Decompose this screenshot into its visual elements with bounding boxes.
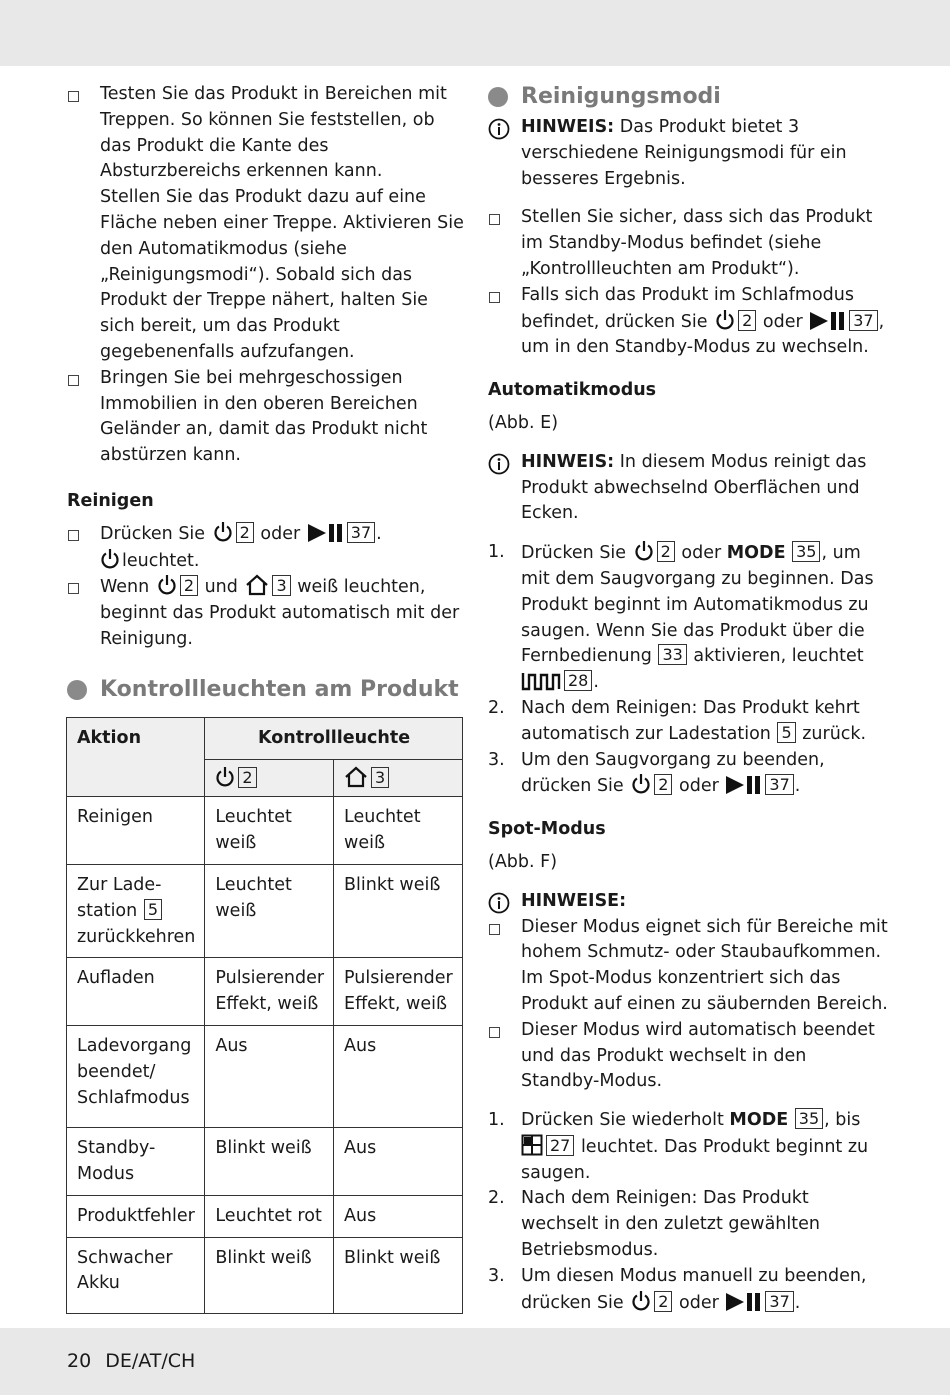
table-cell: Aus — [334, 1025, 463, 1127]
checkbox-bullet-icon — [489, 292, 500, 303]
page-number: 20 — [67, 1350, 92, 1372]
indicator-table — [66, 717, 463, 1315]
home-icon — [344, 766, 368, 788]
list-item — [67, 82, 465, 366]
page-footer — [67, 1350, 209, 1372]
table-cell-aktion: Produktfehler — [67, 1195, 205, 1237]
table-cell: Aus — [334, 1195, 463, 1237]
info-icon — [488, 892, 510, 914]
table-header-row — [67, 717, 463, 759]
table-cell: Leuchtet rot — [205, 1195, 334, 1237]
reference-number: 3 — [371, 767, 389, 788]
table-row — [67, 797, 463, 865]
figure-reference: (Abb. E) — [488, 412, 559, 433]
section-heading-kontrollleuchten: Kontrollleuchten am Produkt — [67, 675, 465, 705]
left-column — [67, 82, 465, 1314]
checkbox-bullet-icon — [489, 1027, 500, 1038]
note: HINWEIS: Das Produkt bietet 3 verschiedene Reinigungsmodi für ein besseres Ergebnis. — [488, 115, 888, 192]
table-cell-aktion: Ladevorgang beendet/ Schlafmodus — [67, 1025, 205, 1127]
reference-number: 2 — [236, 522, 254, 543]
reference-number: 37 — [849, 310, 877, 331]
table-row — [67, 864, 463, 957]
reference-number: 2 — [654, 1291, 672, 1312]
reference-number: 37 — [347, 522, 375, 543]
table-cell: Blinkt weiß — [205, 1237, 334, 1314]
reference-number: 2 — [657, 541, 675, 562]
list-item: Falls sich das Produkt im Schlafmodus befindet, drücken Sie 2 oder 37 , um in den Standby-Modus zu wechseln. — [488, 283, 888, 361]
locale-label: DE/AT/CH — [105, 1350, 196, 1372]
table-cell-aktion: Schwacher Akku — [67, 1237, 205, 1314]
checkbox-bullet-icon — [489, 924, 500, 935]
table-cell: Blinkt weiß — [334, 1237, 463, 1314]
list-item: Stellen Sie sicher, dass sich das Produkt im Standby-Modus befindet (siehe „Kontrollleuchten am Produkt“). — [488, 205, 888, 282]
note: HINWEISE: — [488, 889, 888, 915]
table-header-kontrollleuchte: Kontrollleuchte — [205, 717, 462, 759]
list-item — [67, 366, 465, 469]
info-icon — [488, 453, 510, 475]
right-column — [488, 82, 888, 1316]
play-pause-icon — [726, 775, 762, 795]
numbered-step: 1. Drücken Sie 2 oder MODE 35 , um mit dem Saugvorgang zu beginnen. Das Produkt beginnt im Automatikmodus zu saugen. Wenn Sie das Produkt über die Fernbedienung 33 aktivieren, leuchtet 28 . — [488, 542, 874, 693]
bullet-text: Stellen Sie das Produkt dazu auf eine Fläche neben einer Treppe. Aktivieren Sie den Automatikmodus (siehe „Reinigungsmodi“). Sobald sich das Produkt der Treppe nähert, halten Sie sich bereit, um das Produkt gegebenenfalls aufzufangen. — [100, 187, 464, 362]
table-icon-cell — [334, 759, 463, 797]
info-icon — [488, 118, 510, 140]
table-row — [67, 1195, 463, 1237]
checkbox-bullet-icon — [68, 530, 79, 541]
reference-number: 2 — [654, 774, 672, 795]
section-heading-spot-modus: Spot-Modus — [488, 819, 606, 840]
mode-label: MODE — [726, 543, 786, 564]
table-cell: Aus — [334, 1128, 463, 1196]
table-row — [67, 1237, 463, 1314]
header-band — [0, 0, 950, 66]
power-icon — [100, 548, 120, 570]
checkbox-bullet-icon — [489, 214, 500, 225]
list-item: Dieser Modus wird automatisch beendet und das Produkt wechselt in den Standby-Modus. — [488, 1018, 888, 1095]
spot-mode-icon — [521, 1134, 543, 1156]
table-cell-aktion: Aufladen — [67, 958, 205, 1026]
reference-number: 28 — [564, 670, 592, 691]
reference-number: 5 — [144, 899, 162, 920]
section-heading-automatikmodus: Automatikmodus — [488, 380, 657, 401]
reference-number: 3 — [272, 575, 290, 596]
table-cell-aktion: Zur Lade-station 5 zurückkehren — [67, 864, 205, 957]
table-header-aktion: Aktion — [67, 717, 205, 797]
checkbox-bullet-icon — [68, 91, 79, 102]
reference-number: 35 — [795, 1108, 823, 1129]
list-item: Dieser Modus eignet sich für Bereiche mit hohem Schmutz- oder Staubaufkommen. Im Spot-Modus konzentriert sich das Produkt auf einen zu säubernden Bereich. — [488, 915, 888, 1018]
heading-bullet — [488, 87, 508, 107]
section-heading-reinigungsmodi: Reinigungsmodi — [488, 82, 888, 112]
table-cell-aktion: Standby-Modus — [67, 1128, 205, 1196]
table-cell: Leuchtet weiß — [205, 864, 334, 957]
reference-number: 35 — [792, 541, 820, 562]
mode-label: MODE — [729, 1110, 789, 1131]
numbered-step: 3. Um diesen Modus manuell zu beenden, drücken Sie 2 oder 37 . — [488, 1265, 867, 1313]
table-row — [67, 1128, 463, 1196]
table-cell: Leuchtet weiß — [205, 797, 334, 865]
play-pause-icon — [810, 311, 846, 331]
table-cell: Leuchtet weiß — [334, 797, 463, 865]
numbered-step: 1. Drücken Sie wiederholt MODE 35 , bis 27 leuchtet. Das Produkt beginnt zu saugen. — [488, 1109, 869, 1183]
table-cell: Pulsierender Effekt, weiß — [334, 958, 463, 1026]
reference-number: 5 — [777, 722, 795, 743]
note: HINWEIS: In diesem Modus reinigt das Produkt abwechselnd Oberflächen und Ecken. — [488, 450, 888, 527]
power-icon — [157, 574, 177, 596]
table-icon-cell — [205, 759, 334, 797]
power-icon — [213, 521, 233, 543]
checkbox-bullet-icon — [68, 375, 79, 386]
auto-mode-icon — [521, 671, 561, 691]
play-pause-icon — [308, 523, 344, 543]
table-cell: Blinkt weiß — [205, 1128, 334, 1196]
table-cell: Aus — [205, 1025, 334, 1127]
reference-number: 27 — [546, 1135, 574, 1156]
table-row — [67, 958, 463, 1026]
numbered-step: 2. Nach dem Reinigen: Das Produkt wechselt in den zuletzt gewählten Betriebsmodus. — [488, 1188, 820, 1261]
list-item: Wenn 2 und 3 weiß leuchten, beginnt das Produkt automatisch mit der Reinigung. — [67, 574, 465, 652]
power-icon — [715, 309, 735, 331]
reference-number: 37 — [765, 1291, 793, 1312]
table-cell-aktion: Reinigen — [67, 797, 205, 865]
bullet-text: Bringen Sie bei mehrgeschossigen Immobilien in den oberen Bereichen Geländer an, damit das Produkt nicht abstürzen kann. — [100, 367, 428, 466]
reference-number: 2 — [180, 575, 198, 596]
heading-bullet — [67, 680, 87, 700]
table-cell: Blinkt weiß — [334, 864, 463, 957]
reference-number: 33 — [658, 644, 686, 665]
table-row — [67, 1025, 463, 1127]
section-heading-reinigen: Reinigen — [67, 490, 154, 511]
home-icon — [245, 574, 269, 596]
list-item: Drücken Sie 2 oder 37 . leuchtet. — [67, 521, 465, 575]
power-icon — [215, 766, 235, 788]
figure-reference: (Abb. F) — [488, 851, 558, 872]
power-icon — [634, 540, 654, 562]
reference-number: 2 — [738, 310, 756, 331]
power-icon — [631, 773, 651, 795]
table-cell: Pulsierender Effekt, weiß — [205, 958, 334, 1026]
numbered-step: 3. Um den Saugvorgang zu beenden, drücken Sie 2 oder 37 . — [488, 749, 825, 797]
play-pause-icon — [726, 1292, 762, 1312]
checkbox-bullet-icon — [68, 583, 79, 594]
numbered-step: 2. Nach dem Reinigen: Das Produkt kehrt automatisch zur Ladestation 5 zurück. — [488, 697, 867, 744]
bullet-text: Testen Sie das Produkt in Bereichen mit Treppen. So können Sie feststellen, ob das Produkt die Kante des Absturzbereichs erkennen kann. — [100, 84, 447, 182]
reference-number: 37 — [765, 774, 793, 795]
power-icon — [631, 1290, 651, 1312]
reference-number: 2 — [238, 767, 256, 788]
